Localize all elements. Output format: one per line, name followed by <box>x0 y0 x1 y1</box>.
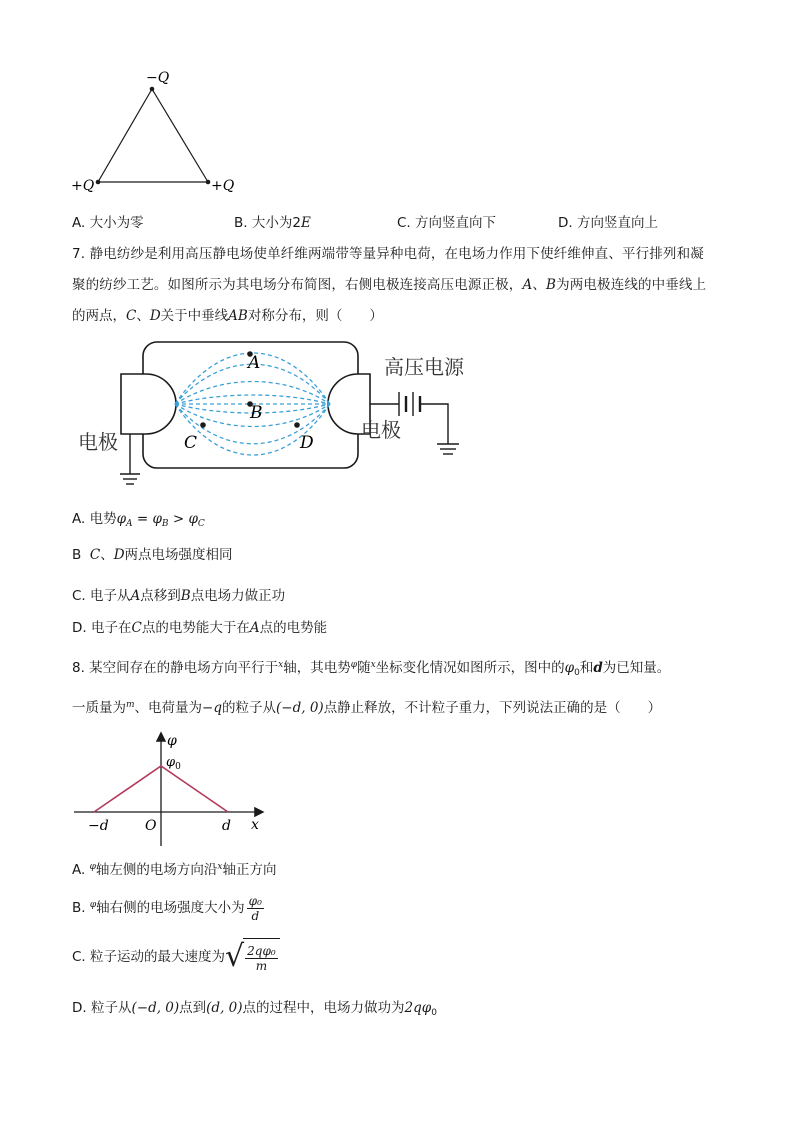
q8-stem-line-1: 8. 某空间存在的静电场方向平行于$^x$轴，其电势$^\varphi$随$^x$坐标变化情况如图所示，图中的$\varphi_0$和d为已知量。 <box>72 660 671 678</box>
y-axis-label: φ <box>167 733 177 749</box>
potential-graph <box>72 728 282 848</box>
power-wire-right <box>420 404 448 444</box>
left-electrode-label: 电极 <box>78 430 118 454</box>
q6-option-c <box>397 213 496 233</box>
option-text: 方向竖直向下 <box>415 215 497 231</box>
right-ground-icon <box>437 444 459 454</box>
charge-top-dot <box>150 87 155 92</box>
origin-label: O <box>145 818 157 834</box>
fraction-phi0-over-d: $\frac{\text{φ₀}}{d}$ <box>248 893 262 923</box>
charge-left-label: +Q <box>71 178 95 194</box>
electrode-field-figure <box>72 336 492 501</box>
right-electrode-label: 电极 <box>361 418 401 442</box>
q8-option-b: B. $^\varphi$轴右侧的电场强度大小为 $\frac{\text{φ₀}}{d}$ <box>72 893 262 923</box>
point-a-ref: A <box>522 277 533 293</box>
q7-option-a: A. 电势$\varphi_A = \varphi_B > \varphi_C$ <box>72 511 205 529</box>
peak-value-label: $\varphi_0$ <box>166 755 181 772</box>
point-c-ref: C <box>126 308 137 324</box>
point-a-label: A <box>248 353 261 373</box>
option-math: E <box>300 215 311 231</box>
q7-stem-line-3: 的两点，C、D关于中垂线AB对称分布，则（ ） <box>72 308 383 324</box>
point-d-dot <box>294 422 300 428</box>
triangle-charge-figure <box>60 62 260 202</box>
point-b-ref: B <box>546 277 557 293</box>
q7-option-c: C. 电子从A点移到B点电场力做正功 <box>72 588 286 604</box>
option-letter: C. <box>397 215 411 231</box>
point-d-ref: D <box>149 308 161 324</box>
q6-option-d <box>558 213 658 233</box>
q6-option-b <box>234 213 311 233</box>
q7-stem-line-1: 7. 静电纺纱是利用高压静电场使单纤维两端带等量异种电荷，在电场力作用下使纤维伸直、平行排列和凝 <box>72 246 704 262</box>
q7-option-d: D. 电子在C点的电势能大于在A点的电势能 <box>72 620 328 636</box>
q6-option-a <box>72 213 144 233</box>
field-line-3 <box>175 382 330 405</box>
triangle-side-left <box>98 89 152 182</box>
option-letter: B. <box>234 215 248 231</box>
point-c-dot <box>200 422 206 428</box>
charge-left-dot <box>96 180 101 185</box>
x-axis-label: x <box>251 817 259 833</box>
option-text: 方向竖直向上 <box>576 215 658 231</box>
left-ground-icon <box>120 474 140 484</box>
q7-stem-line-2: 聚的纺纱工艺。如图所示为其电场分布简图，右侧电极连接高压电源正极，A、B为两电极连线的中垂线上 <box>72 277 707 293</box>
battery-icon <box>399 392 420 416</box>
q8-stem-line-2: 一质量为$^m$、电荷量为−q的粒子从(−d, 0)点静止释放，不计粒子重力，下列说法正确的是（ ） <box>72 700 662 716</box>
option-letter: A. <box>72 215 86 231</box>
left-electrode <box>121 374 176 434</box>
point-d-label: D <box>300 433 314 453</box>
option-text: 大小为2 <box>251 215 301 231</box>
charge-right-label: +Q <box>211 178 235 194</box>
power-source-label: 高压电源 <box>384 355 464 379</box>
option-letter: D. <box>558 215 573 231</box>
sqrt-expression: √ $\frac{\text{2qφ₀}}{m}$ <box>225 938 280 976</box>
x-tick-neg-d: −d <box>88 818 109 834</box>
q7-option-b: B C、D两点电场强度相同 <box>72 547 233 563</box>
charge-top-label: −Q <box>146 70 170 86</box>
q8-option-a: A. $^\varphi$轴左侧的电场方向沿$^x$轴正方向 <box>72 862 277 878</box>
q8-option-c: C. 粒子运动的最大速度为 √ $\frac{\text{2qφ₀}}{m}$ <box>72 938 280 976</box>
x-tick-pos-d: d <box>222 818 231 834</box>
triangle-side-right <box>152 89 208 182</box>
q8-option-d: D. 粒子从(−d, 0)点到(d, 0)点的过程中，电场力做功为$2q\varphi_0$ <box>72 1000 437 1018</box>
charge-right-dot <box>206 180 211 185</box>
point-b-label: B <box>250 403 263 423</box>
line-ab-ref: AB <box>228 308 248 324</box>
option-text: 大小为零 <box>89 215 144 231</box>
point-c-label: C <box>184 433 198 453</box>
